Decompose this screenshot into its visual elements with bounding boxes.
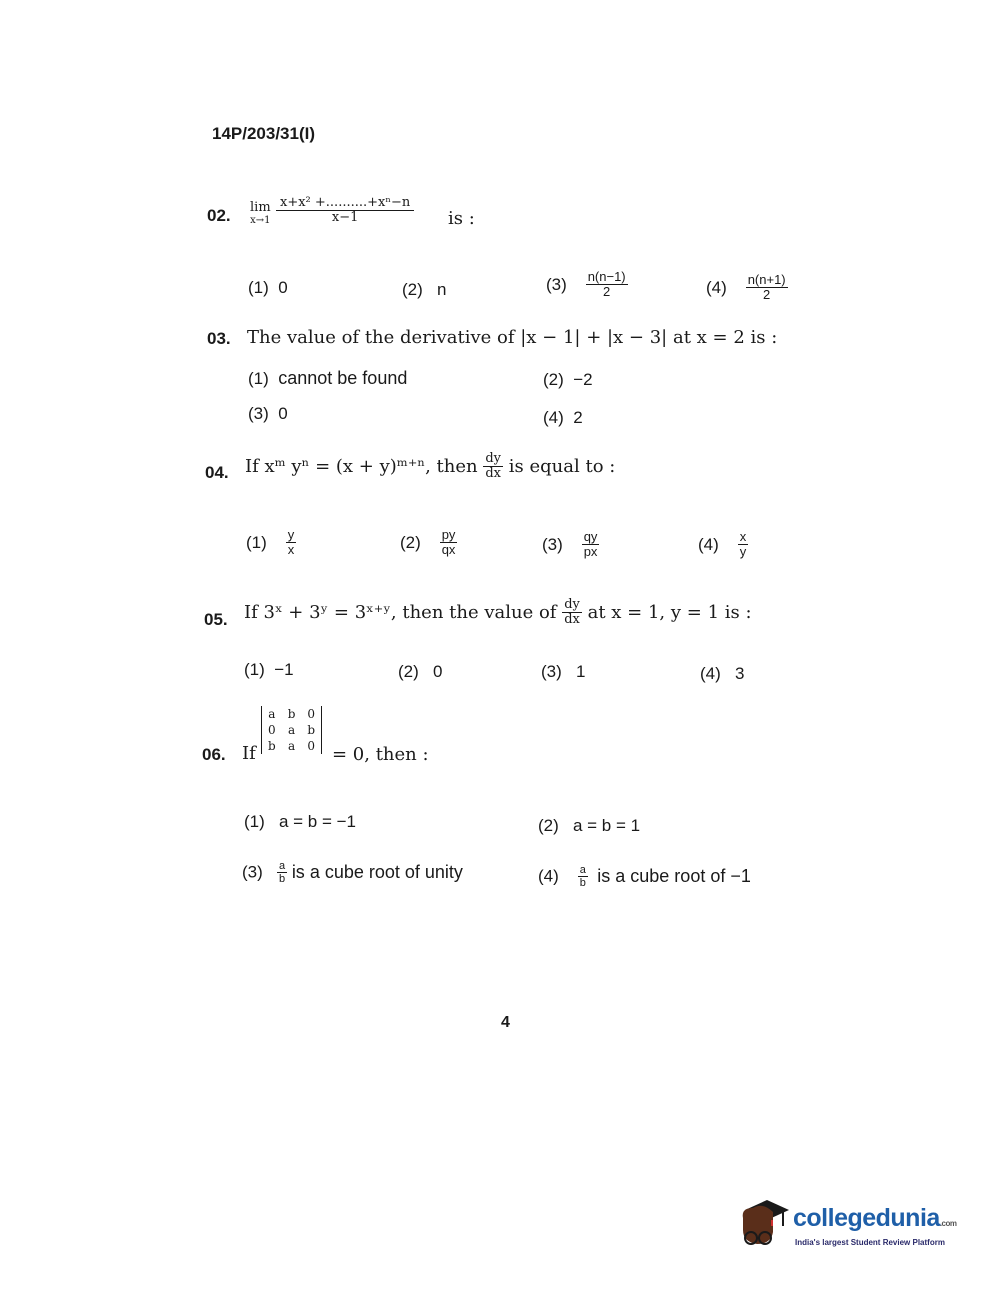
- question-number: 06.: [202, 745, 226, 764]
- option: (1) 0: [248, 278, 288, 297]
- option: (1) cannot be found: [248, 368, 408, 388]
- option: (2) $\frac{py}{qx}$: [400, 527, 456, 558]
- limit-numerator: x+x² +..........+xⁿ−n: [276, 196, 414, 211]
- question-number: 05.: [204, 610, 228, 629]
- question-number: 02.: [207, 206, 231, 225]
- question-number: 04.: [205, 463, 229, 482]
- question-text: = 0, then :: [332, 744, 429, 765]
- question-number: 03.: [207, 329, 231, 348]
- option: (3) 0: [248, 404, 288, 423]
- limit-label: lim: [250, 200, 271, 215]
- option: (2) n: [402, 280, 447, 299]
- option: (4) 2: [543, 408, 583, 427]
- option: (4) $\frac{n(n+1)}{2}$: [706, 272, 786, 303]
- option: (2) a = b = 1: [538, 816, 641, 835]
- question-text: The value of the derivative of |x − 1| + |x − 3| at x = 2 is :: [247, 327, 778, 348]
- option: (2) −2: [543, 370, 593, 389]
- logo-suffix: .com: [939, 1219, 957, 1228]
- option: (3) $\frac{a}{b}$ is a cube root of unity: [242, 860, 463, 886]
- question-text: If 3ˣ + 3ʸ = 3ˣ⁺ʸ, then the value of $\frac{dy}{dx}$ at x = 1, y = 1 is :: [244, 597, 752, 628]
- page-number: 4: [501, 1014, 510, 1031]
- option: (1) −1: [244, 660, 294, 679]
- limit-operator: [250, 200, 271, 226]
- logo-tagline: India's largest Student Review Platform: [795, 1238, 945, 1247]
- logo-wordmark: collegedunia: [793, 1204, 940, 1232]
- mascot-icon: [733, 1196, 793, 1256]
- option: (1) a = b = −1: [244, 812, 356, 831]
- limit-denominator: x−1: [331, 210, 359, 226]
- option: (4) $\frac{x}{y}$: [698, 529, 747, 560]
- limit-subscript: x→1: [250, 215, 271, 226]
- option: (1) $\frac{y}{x}$: [246, 527, 295, 558]
- question-text: If xᵐ yⁿ = (x + y)ᵐ⁺ⁿ, then $\frac{dy}{dx}$ is equal to :: [245, 451, 616, 482]
- option: (3) 1: [541, 662, 586, 681]
- option: (3) $\frac{n(n-1)}{2}$: [546, 269, 626, 300]
- option: (2) 0: [398, 662, 443, 681]
- determinant: a b 0 0 a b b a 0: [261, 706, 322, 754]
- collegedunia-logo: [733, 1196, 963, 1256]
- option: (3) $\frac{qy}{px}$: [542, 529, 598, 560]
- limit-fraction: [276, 196, 414, 226]
- option: (4) $\frac{a}{b}$ is a cube root of −1: [538, 864, 751, 890]
- document-code: 14P/203/31(I): [212, 124, 316, 143]
- question-text-if: If: [242, 743, 256, 764]
- question-suffix: is :: [448, 208, 475, 229]
- option: (4) 3: [700, 664, 745, 683]
